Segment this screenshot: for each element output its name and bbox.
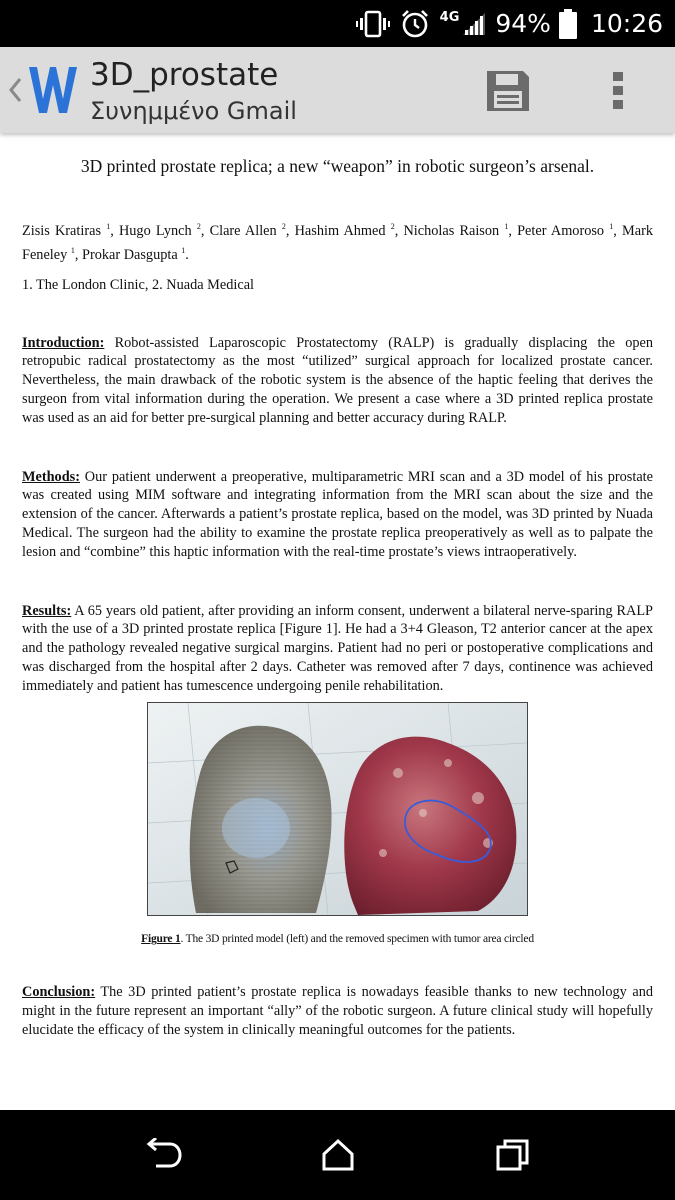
- paper-title: 3D printed prostate replica; a new “weapon” in robotic surgeon’s arsenal.: [80, 156, 595, 176]
- vibrate-icon: [356, 10, 390, 38]
- battery-icon: [559, 9, 577, 39]
- navigation-bar: [0, 1110, 675, 1200]
- word-logo-icon[interactable]: [28, 65, 78, 119]
- author: Hashim Ahmed $^2$,: [294, 222, 399, 239]
- author: Clare Allen $^2$,: [209, 222, 290, 239]
- figure-photo: [147, 702, 528, 916]
- results-section: [22, 602, 653, 696]
- figure-illustration: [148, 703, 527, 915]
- section-text: Our patient underwent a preoperative, multiparametric MRI scan and a 3D model of his prostate was created using MIM software and integrating information from the MRI scan about the size and the extension of the cancer. Afterwards a patient’s prostate replica, based on the model, was 3D printed by Nuada Medical. The surgeon had the ability to examine the prostate replica preoperatively as well as to palpate the lesion and “combine” this haptic information with the real-time prostate’s views intraoperatively.: [22, 468, 653, 560]
- methods-section: [22, 468, 653, 562]
- nav-back-icon[interactable]: [146, 1138, 182, 1174]
- author: Zisis Kratiras $^1$,: [22, 222, 114, 239]
- section-heading: Introduction:: [22, 334, 105, 351]
- section-text: A 65 years old patient, after providing an inform consent, underwent a bilateral nerve-sparing RALP with the use of a 3D printed prostate replica [Figure 1]. He had a 3+4 Gleason, T2 anterior cancer at the apex and the pathology revealed negative surgical margins. Patient had no peri or postoperative complications and was discharged from the hospital after 2 days. Catheter was removed after 7 days, continence was achieved immediately and patient has tumescence undergoing penile rehabilitation.: [22, 602, 653, 694]
- author: Peter Amoroso $^1$,: [517, 222, 617, 239]
- author: Prokar Dasgupta $^1$.: [82, 245, 189, 263]
- alarm-icon: [400, 9, 430, 39]
- back-chevron-icon[interactable]: [6, 75, 24, 109]
- figure-caption: Figure 1. The 3D printed model (left) and the removed specimen with tumor area circled: [141, 933, 534, 946]
- nav-home-icon[interactable]: [321, 1138, 355, 1176]
- overflow-menu-icon[interactable]: [612, 71, 624, 115]
- section-text: The 3D printed patient’s prostate replica is nowadays feasible thanks to new technology and might in the future represent an important “ally” of the robotic surgeon. A future clinical study will hopefully elucidate the efficacy of the system in clinically meaningful outcomes for the patients.: [22, 984, 653, 1039]
- battery-percent: 94%: [495, 9, 551, 38]
- document-page[interactable]: [22, 150, 653, 1040]
- section-heading: Conclusion:: [22, 984, 96, 1001]
- author: Nicholas Raison $^1$,: [403, 222, 512, 239]
- document-title: 3D_prostate: [90, 57, 279, 93]
- document-source: Συνημμένο Gmail: [90, 97, 297, 125]
- app-bar: [0, 47, 675, 133]
- section-heading: Results:: [22, 602, 72, 619]
- status-icons: [356, 0, 663, 47]
- nav-recents-icon[interactable]: [496, 1138, 530, 1176]
- author-list: [22, 217, 653, 265]
- author: Mark Feneley $^1$,: [22, 222, 653, 263]
- conclusion-section: [22, 983, 653, 1039]
- clock: 10:26: [590, 9, 663, 38]
- save-icon[interactable]: [485, 69, 531, 117]
- section-text: Robot-assisted Laparoscopic Prostatectomy (RALP) is gradually displacing the open retropubic radical prostatectomy as the most “utilized” surgical approach for localized prostate cancer. Nevertheless, the main drawback of the robotic system is the absence of the haptic feeling that derives the surgeon from vital information during the operation. We present a case where a 3D printed replica prostate was used as an aid for better pre-surgical planning and better accuracy during RALP.: [22, 334, 653, 426]
- introduction-section: [22, 334, 653, 428]
- network-type: 4G: [439, 10, 460, 25]
- affiliations: 1. The London Clinic, 2. Nuada Medical: [22, 276, 255, 293]
- signal-icon: [461, 11, 487, 37]
- status-bar: [0, 0, 675, 47]
- author: Hugo Lynch $^2$,: [118, 222, 205, 239]
- section-heading: Methods:: [22, 468, 80, 485]
